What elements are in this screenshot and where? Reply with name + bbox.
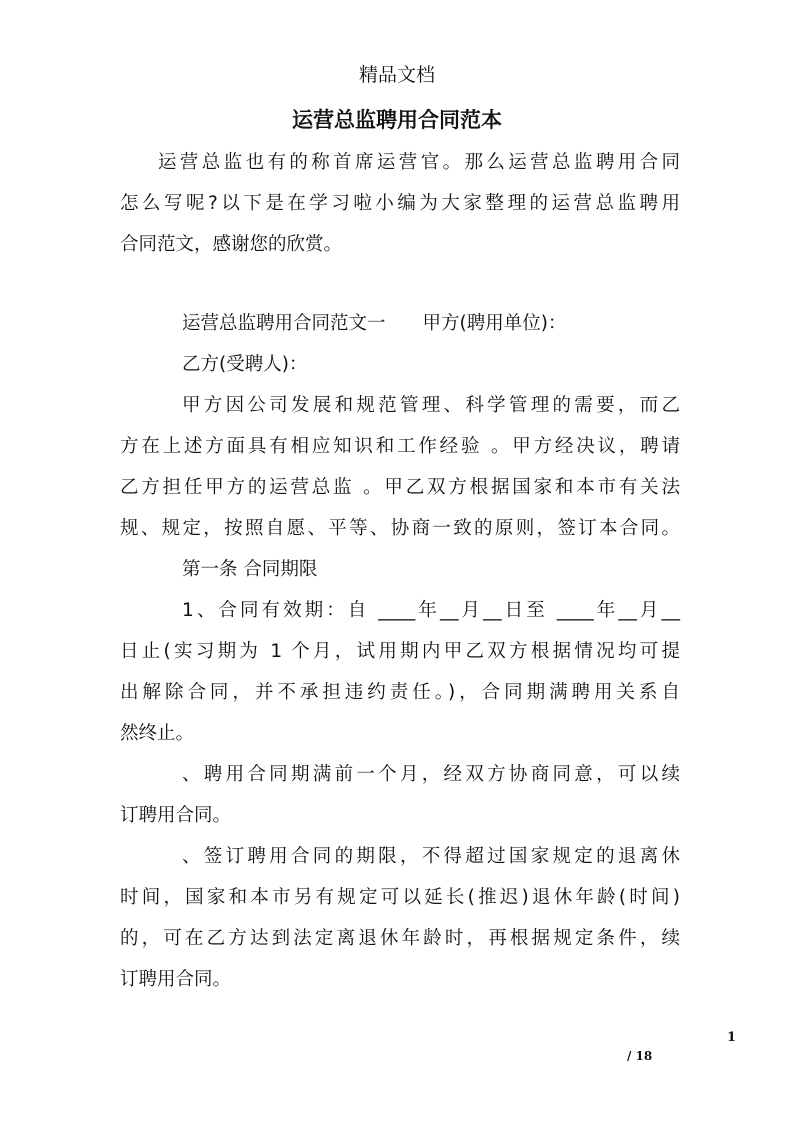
body-line: 方在上述方面具有相应知识和工作经验 。甲方经决议，聘请 [120, 436, 680, 457]
body-line: 怎么写呢?以下是在学习啦小编为大家整理的运营总监聘用 [120, 193, 680, 214]
body-line: 运营总监也有的称首席运营官。那么运营总监聘用合同 [158, 152, 680, 173]
document-body [120, 142, 680, 1000]
body-line: 订聘用合同。 [120, 969, 232, 990]
body-line: 合同范文，感谢您的欣赏。 [120, 234, 343, 255]
body-line: 规、规定，按照自愿、平等、协商一致的原则，签订本合同。 [120, 518, 680, 539]
page-total: / 18 [627, 1049, 653, 1063]
body-line: 的，可在乙方达到法定离退休年龄时，再根据规定条件，续 [120, 928, 680, 949]
body-line: 日止(实习期为 1 个月，试用期内甲乙双方根据情况均可提 [120, 641, 680, 662]
body-line: 乙方(受聘人)： [182, 354, 308, 375]
body-line: 甲方因公司发展和规范管理、科学管理的需要，而乙 [182, 395, 680, 416]
document-title: 运营总监聘用合同范本 [292, 107, 502, 132]
page-header: 精品文档 [358, 64, 435, 86]
body-line: 1、合同有效期：自 ____年__月__日至 ____年__月__ [182, 600, 680, 621]
body-line: 乙方担任甲方的运营总监 。甲乙双方根据国家和本市有关法 [120, 477, 680, 498]
body-line: 时间，国家和本市另有规定可以延长(推迟)退休年龄(时间) [120, 887, 680, 908]
body-line: 、聘用合同期满前一个月，经双方协商同意，可以续 [182, 764, 680, 785]
section-heading: 第一条 合同期限 [182, 559, 318, 580]
body-line: 运营总监聘用合同范文一 甲方(聘用单位)： [182, 313, 567, 334]
body-line: 、签订聘用合同的期限，不得超过国家规定的退离休 [182, 846, 680, 867]
paragraph-gap [120, 265, 680, 303]
body-line: 然终止。 [120, 723, 195, 744]
page-number: 1 [727, 1030, 737, 1045]
body-line: 出解除合同，并不承担违约责任。)，合同期满聘用关系自 [120, 682, 680, 703]
body-line: 订聘用合同。 [120, 805, 232, 826]
